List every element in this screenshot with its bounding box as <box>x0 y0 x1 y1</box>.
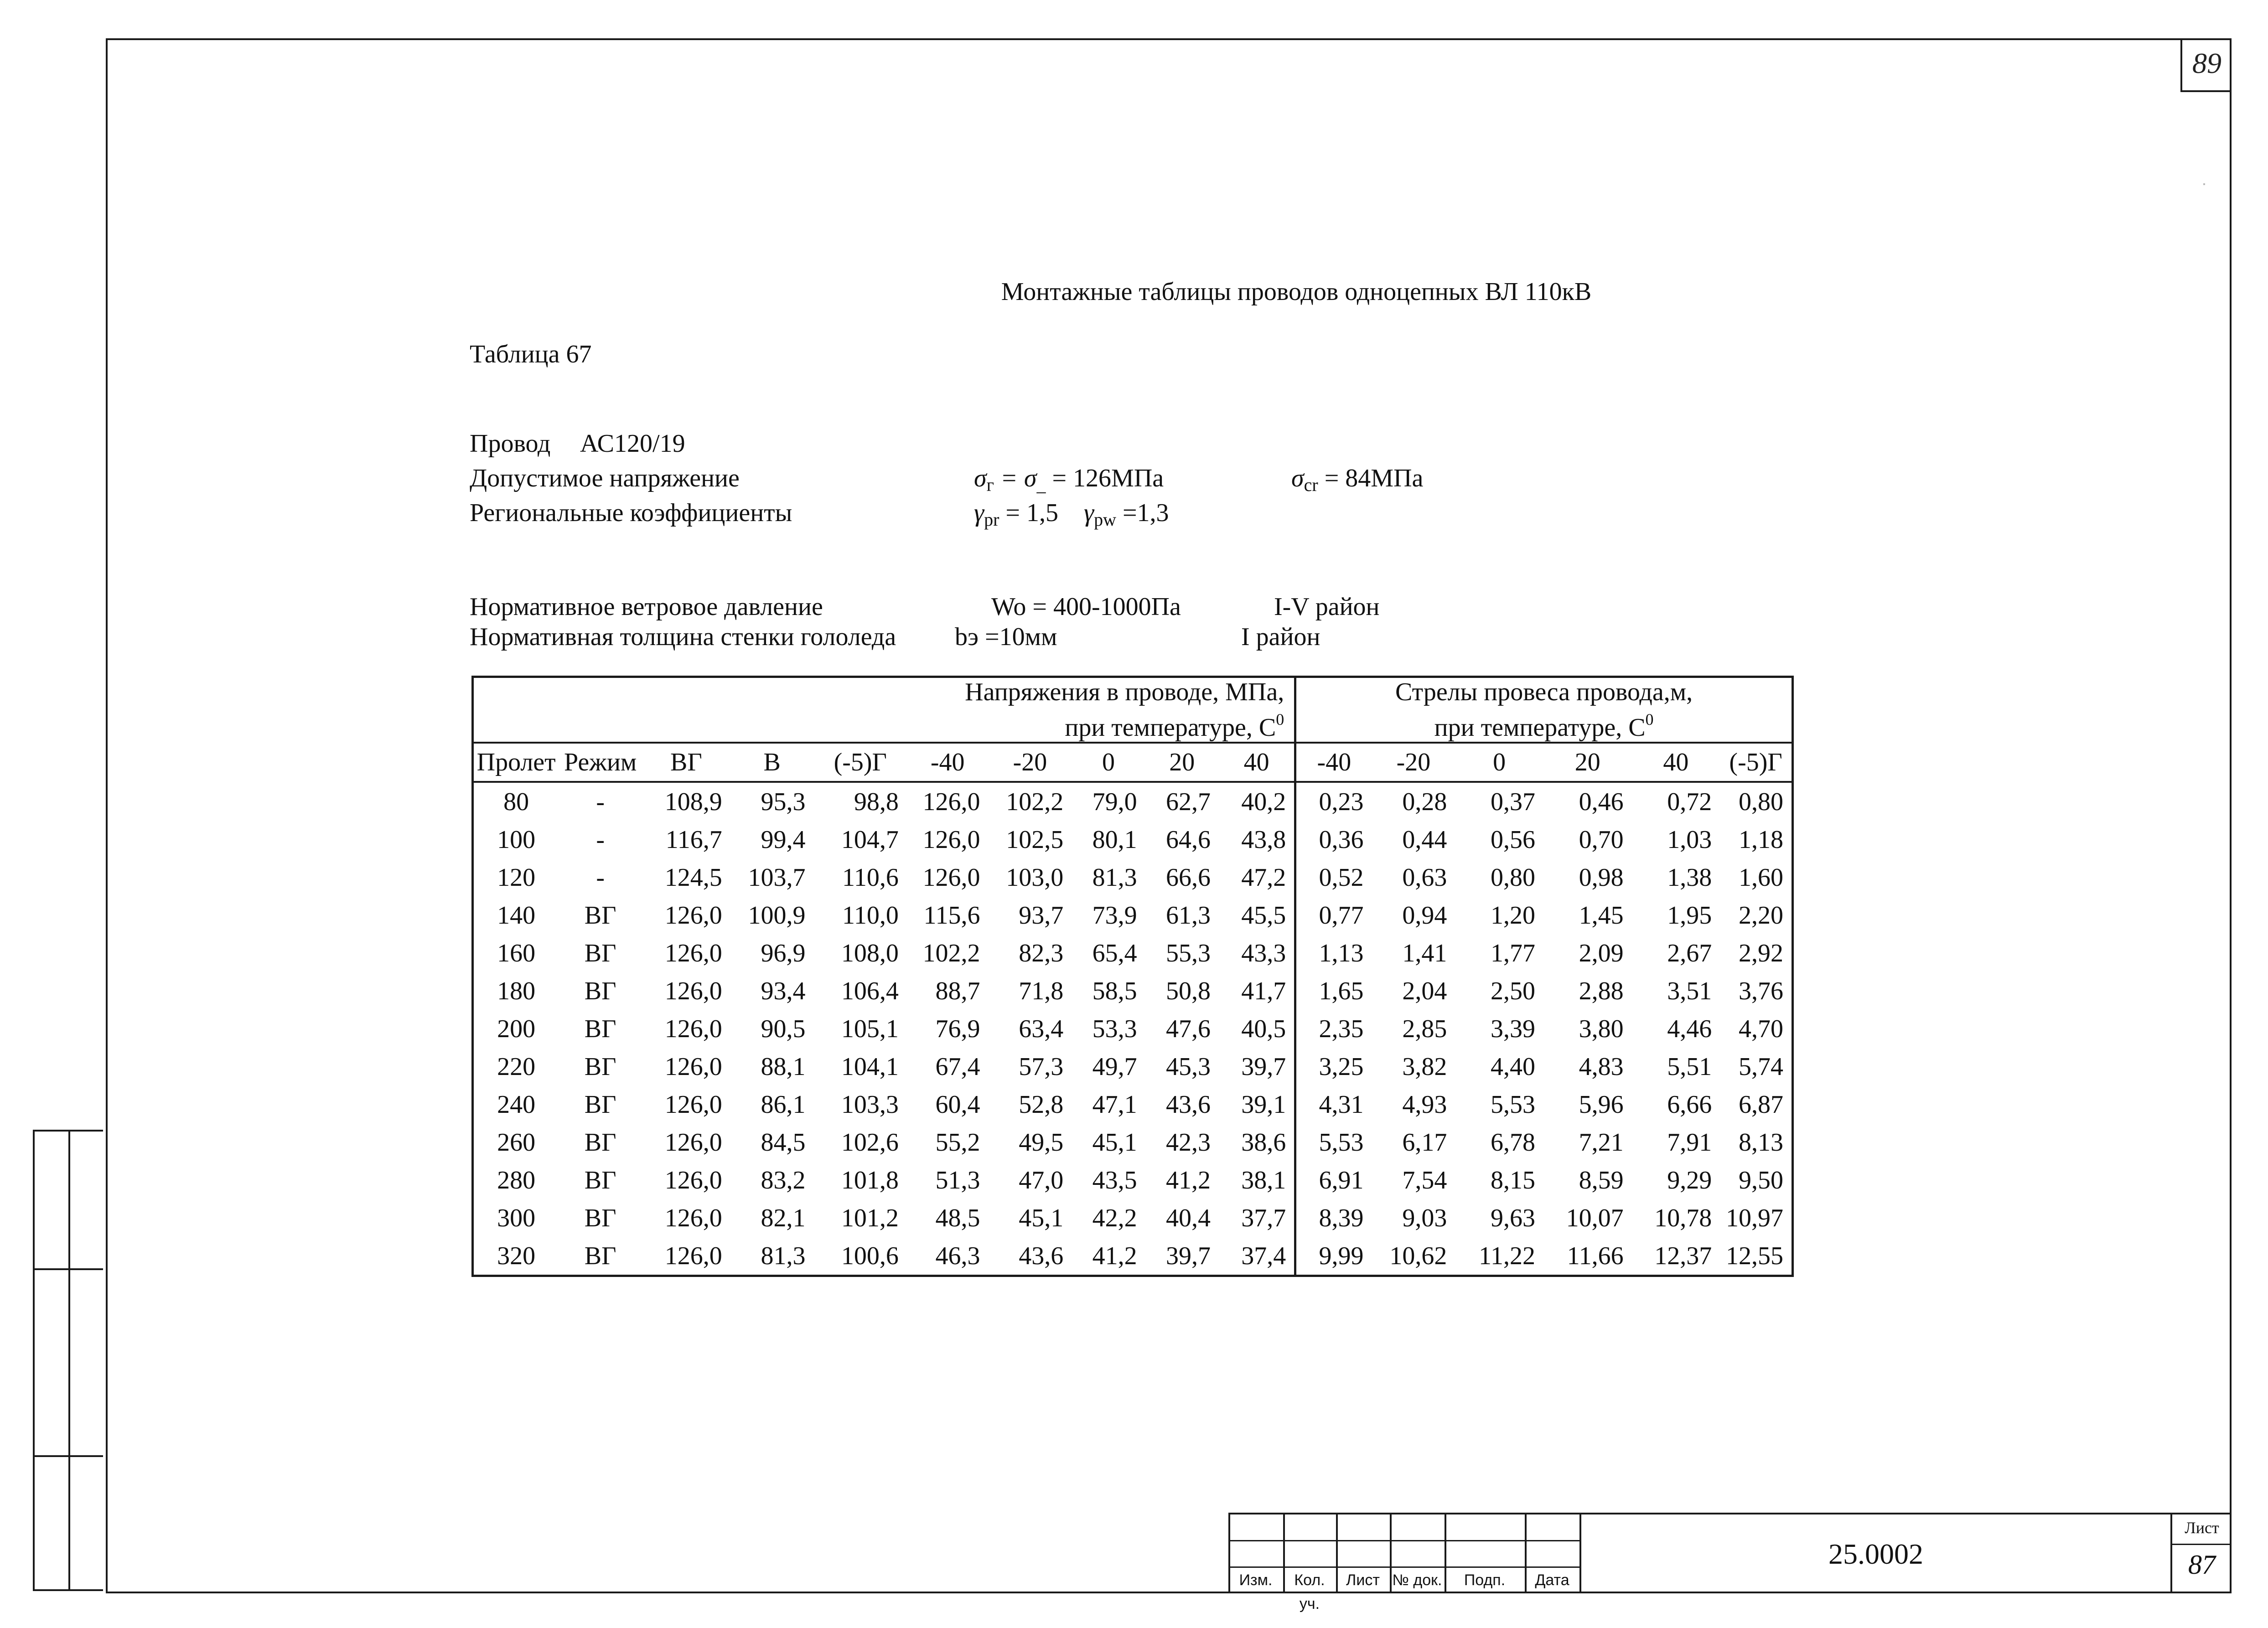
table-cell: 105,1 <box>841 1014 899 1043</box>
column-header: 40 <box>1632 743 1720 782</box>
table-cell: 38,6 <box>1241 1128 1286 1157</box>
table-cell: 96,9 <box>761 939 806 967</box>
table-cell: 37,4 <box>1241 1241 1286 1270</box>
column-header: (-5)Г <box>1720 743 1792 782</box>
table-cell: 37,7 <box>1241 1204 1286 1232</box>
table-cell: 80 <box>503 787 529 816</box>
table-cell: 58,5 <box>1092 977 1137 1005</box>
table-cell: 0,56 <box>1490 825 1535 854</box>
table-cell: 320 <box>497 1241 536 1270</box>
table-cell: 45,5 <box>1241 901 1286 930</box>
table-cell: 108,0 <box>841 939 899 967</box>
sag-group-line1: Стрелы провеса провода,м, <box>1395 678 1693 706</box>
table-cell: 102,6 <box>841 1128 899 1157</box>
table-cell: 47,1 <box>1092 1090 1137 1119</box>
table-cell: 0,44 <box>1402 825 1447 854</box>
table-cell: 103,0 <box>1006 863 1064 892</box>
installation-table <box>471 676 1794 1277</box>
table-cell: 160 <box>497 939 536 967</box>
table-row <box>473 1048 1793 1085</box>
allowable-stress-label: Допустимое напряжение <box>470 464 740 492</box>
column-header: В <box>730 743 814 782</box>
stress-group-line1: Напряжения в проводе, МПа, <box>965 678 1284 706</box>
table-cell: 1,20 <box>1490 901 1535 930</box>
table-cell: 86,1 <box>761 1090 806 1119</box>
table-cell: 4,31 <box>1295 1085 1372 1123</box>
table-cell: 1,13 <box>1295 934 1372 972</box>
table-cell: 1,03 <box>1667 825 1712 854</box>
table-cell: 43,3 <box>1241 939 1286 967</box>
table-row <box>473 972 1793 1010</box>
table-cell: 41,2 <box>1092 1241 1137 1270</box>
table-cell: 3,80 <box>1579 1014 1624 1043</box>
table-row <box>473 934 1793 972</box>
table-cell: 3,51 <box>1667 977 1712 1005</box>
column-header: 40 <box>1219 743 1295 782</box>
table-cell: 4,70 <box>1739 1014 1783 1043</box>
side-stamp-divider <box>68 1132 70 1589</box>
table-cell: 9,03 <box>1402 1204 1447 1232</box>
table-cell: 2,09 <box>1579 939 1624 967</box>
regional-coefficients-formula: $\gamma_{pr} = 1,5$ $\gamma_{pw} =1,3$ <box>974 499 1169 530</box>
table-cell: 61,3 <box>1165 901 1211 930</box>
table-cell: 6,87 <box>1739 1090 1783 1119</box>
table-cell: 40,5 <box>1241 1014 1286 1043</box>
column-header: -20 <box>1372 743 1455 782</box>
table-cell: 126,0 <box>664 901 722 930</box>
table-cell: - <box>596 863 605 892</box>
table-cell: 103,3 <box>841 1090 899 1119</box>
page-heading: Монтажные таблицы проводов одноцепных ВЛ 110кВ <box>1001 278 1592 306</box>
table-cell: 126,0 <box>922 863 980 892</box>
table-cell: 0,98 <box>1579 863 1624 892</box>
column-header: 0 <box>1455 743 1543 782</box>
table-cell: 5,74 <box>1739 1052 1783 1081</box>
table-cell: 90,5 <box>761 1014 806 1043</box>
table-cell: 200 <box>497 1014 536 1043</box>
table-cell: 50,8 <box>1165 977 1211 1005</box>
table-row <box>473 1010 1793 1048</box>
table-cell: 93,4 <box>761 977 806 1005</box>
table-cell: 126,0 <box>664 939 722 967</box>
table-cell: 280 <box>497 1166 536 1194</box>
table-cell: 103,7 <box>748 863 806 892</box>
table-cell: 5,53 <box>1490 1090 1535 1119</box>
table-cell: 66,6 <box>1165 863 1211 892</box>
table-cell: 64,6 <box>1165 825 1211 854</box>
column-header: 20 <box>1543 743 1632 782</box>
table-cell: 126,0 <box>664 977 722 1005</box>
regional-coefficients-label: Региональные коэффициенты <box>470 499 792 527</box>
table-cell: 9,29 <box>1667 1166 1712 1194</box>
column-header: (-5)Г <box>814 743 907 782</box>
column-header: Пролет <box>473 743 559 782</box>
table-cell: 40,2 <box>1241 787 1286 816</box>
table-cell: 45,1 <box>1092 1128 1137 1157</box>
table-cell: 8,39 <box>1295 1199 1372 1237</box>
table-cell: 55,2 <box>935 1128 980 1157</box>
table-cell: 39,7 <box>1241 1052 1286 1081</box>
table-cell: 76,9 <box>935 1014 980 1043</box>
table-cell: 2,67 <box>1667 939 1712 967</box>
title-block <box>1228 1513 2232 1612</box>
table-cell: 53,3 <box>1092 1014 1137 1043</box>
table-cell: 104,1 <box>841 1052 899 1081</box>
side-stamp <box>33 1130 103 1591</box>
table-cell: - <box>596 825 605 854</box>
table-cell: 10,97 <box>1726 1204 1783 1232</box>
table-cell: 100,6 <box>841 1241 899 1270</box>
wind-pressure-value: Wo = 400-1000Па <box>991 593 1181 621</box>
table-cell: 3,76 <box>1739 977 1783 1005</box>
revision-grid-line <box>1228 1540 1579 1541</box>
table-cell: 0,70 <box>1579 825 1624 854</box>
table-cell: 2,92 <box>1739 939 1783 967</box>
table-row <box>473 782 1793 821</box>
table-cell: 9,99 <box>1295 1237 1372 1276</box>
table-cell: 41,2 <box>1165 1166 1211 1194</box>
table-row <box>473 896 1793 934</box>
table-cell: 100 <box>497 825 536 854</box>
table-cell: 2,85 <box>1402 1014 1447 1043</box>
column-header: 0 <box>1072 743 1145 782</box>
table-cell: 98,8 <box>854 787 899 816</box>
wind-pressure-label: Нормативное ветровое давление <box>470 593 823 621</box>
table-cell: 57,3 <box>1019 1052 1064 1081</box>
table-cell: 4,40 <box>1490 1052 1535 1081</box>
revision-label-count: Кол. уч. <box>1294 1571 1325 1612</box>
table-cell: 7,91 <box>1667 1128 1712 1157</box>
column-header: -20 <box>988 743 1072 782</box>
table-body <box>473 782 1793 1276</box>
table-cell: 2,20 <box>1739 901 1783 930</box>
stress-group-line2: при температуре, С <box>1065 713 1276 742</box>
table-cell: 1,95 <box>1667 901 1712 930</box>
table-cell: 106,4 <box>841 977 899 1005</box>
table-cell: 0,63 <box>1402 863 1447 892</box>
table-cell: 7,21 <box>1579 1128 1624 1157</box>
table-cell: ВГ <box>584 1204 616 1232</box>
table-cell: 3,39 <box>1490 1014 1535 1043</box>
allowable-stress-formula: $\sigma_г = \sigma_{\_} = 126МПа$ <box>974 464 1164 495</box>
table-cell: 108,9 <box>664 787 722 816</box>
table-cell: 99,4 <box>761 825 806 854</box>
table-cell: 100,9 <box>748 901 806 930</box>
table-cell: 5,96 <box>1579 1090 1624 1119</box>
table-row <box>473 1199 1793 1237</box>
table-cell: 82,3 <box>1019 939 1064 967</box>
revision-label-date: Дата <box>1535 1571 1569 1589</box>
table-cell: 126,0 <box>664 1090 722 1119</box>
column-header: ВГ <box>642 743 730 782</box>
table-cell: 63,4 <box>1019 1014 1064 1043</box>
table-cell: 38,1 <box>1241 1166 1286 1194</box>
table-cell: 6,91 <box>1295 1161 1372 1199</box>
table-cell: 88,1 <box>761 1052 806 1081</box>
table-cell: 93,7 <box>1019 901 1064 930</box>
table-cell: 126,0 <box>922 825 980 854</box>
table-cell: - <box>596 787 605 816</box>
corner-page-number: 89 <box>2180 38 2232 92</box>
table-cell: 1,65 <box>1295 972 1372 1010</box>
table-cell: 88,7 <box>935 977 980 1005</box>
table-cell: 180 <box>497 977 536 1005</box>
table-cell: 110,6 <box>842 863 899 892</box>
table-cell: 8,13 <box>1739 1128 1783 1157</box>
table-cell: 48,5 <box>935 1204 980 1232</box>
revision-label-signature: Подп. <box>1464 1571 1506 1589</box>
table-cell: 60,4 <box>935 1090 980 1119</box>
table-cell: 1,18 <box>1739 825 1783 854</box>
sigma-cr-formula: $\sigma_{cr} = 84МПа$ <box>1291 464 1424 495</box>
table-cell: 124,5 <box>664 863 722 892</box>
sag-group-line2: при температуре, С <box>1434 713 1646 742</box>
table-cell: ВГ <box>584 977 616 1005</box>
table-cell: 8,59 <box>1579 1166 1624 1194</box>
table-cell: 126,0 <box>664 1014 722 1043</box>
table-cell: 140 <box>497 901 536 930</box>
table-cell: 120 <box>497 863 536 892</box>
table-cell: 6,66 <box>1667 1090 1712 1119</box>
table-cell: 71,8 <box>1019 977 1064 1005</box>
table-cell: 300 <box>497 1204 536 1232</box>
table-cell: 0,77 <box>1295 896 1372 934</box>
table-cell: 9,63 <box>1490 1204 1535 1232</box>
column-header: Режим <box>559 743 642 782</box>
table-cell: 126,0 <box>664 1204 722 1232</box>
table-cell: 10,62 <box>1389 1241 1447 1270</box>
table-cell: 5,53 <box>1295 1123 1372 1161</box>
table-cell: 9,50 <box>1739 1166 1783 1194</box>
table-cell: 1,60 <box>1739 863 1783 892</box>
ice-region: I район <box>1241 623 1320 651</box>
table-cell: 0,94 <box>1402 901 1447 930</box>
table-cell: 126,0 <box>664 1166 722 1194</box>
table-cell: 0,28 <box>1402 787 1447 816</box>
table-cell: 104,7 <box>841 825 899 854</box>
table-cell: 0,23 <box>1295 782 1372 821</box>
table-cell: 10,07 <box>1566 1204 1624 1232</box>
table-cell: 2,88 <box>1579 977 1624 1005</box>
sag-group-degree: 0 <box>1645 710 1654 729</box>
table-row <box>473 821 1793 858</box>
table-cell: 102,2 <box>1006 787 1064 816</box>
table-cell: 11,22 <box>1479 1241 1535 1270</box>
sag-group-header <box>1295 677 1793 743</box>
table-cell: 82,1 <box>761 1204 806 1232</box>
table-cell: 2,50 <box>1490 977 1535 1005</box>
table-cell: 1,45 <box>1579 901 1624 930</box>
table-cell: 67,4 <box>935 1052 980 1081</box>
scan-speck <box>2203 183 2205 185</box>
table-cell: 260 <box>497 1128 536 1157</box>
table-cell: 1,41 <box>1402 939 1447 967</box>
table-cell: 73,9 <box>1092 901 1137 930</box>
table-cell: 43,5 <box>1092 1166 1137 1194</box>
table-cell: 95,3 <box>761 787 806 816</box>
table-cell: 79,0 <box>1092 787 1137 816</box>
table-cell: 7,54 <box>1402 1166 1447 1194</box>
sheet-label: Лист <box>2185 1519 2219 1537</box>
table-cell: 12,37 <box>1654 1241 1712 1270</box>
table-cell: 3,82 <box>1402 1052 1447 1081</box>
table-cell: 0,52 <box>1295 858 1372 896</box>
table-cell: 39,7 <box>1165 1241 1211 1270</box>
table-group-header-row <box>473 677 1793 743</box>
table-cell: 10,78 <box>1654 1204 1712 1232</box>
revision-label-sheet: Лист <box>1346 1571 1380 1589</box>
table-cell: ВГ <box>584 1014 616 1043</box>
table-cell: 0,80 <box>1490 863 1535 892</box>
table-cell: 51,3 <box>935 1166 980 1194</box>
table-cell: 12,55 <box>1726 1241 1783 1270</box>
table-cell: 116,7 <box>665 825 722 854</box>
table-cell: 41,7 <box>1241 977 1286 1005</box>
table-cell: 4,83 <box>1579 1052 1624 1081</box>
table-cell: 0,72 <box>1667 787 1712 816</box>
table-cell: 47,2 <box>1241 863 1286 892</box>
table-cell: 4,93 <box>1402 1090 1447 1119</box>
table-cell: 102,5 <box>1006 825 1064 854</box>
table-cell: 240 <box>497 1090 536 1119</box>
table-cell: 55,3 <box>1165 939 1211 967</box>
table-cell: ВГ <box>584 1128 616 1157</box>
revision-label-change: Изм. <box>1239 1571 1273 1589</box>
column-header: 20 <box>1145 743 1219 782</box>
table-cell: 40,4 <box>1165 1204 1211 1232</box>
table-cell: 4,46 <box>1667 1014 1712 1043</box>
table-cell: 102,2 <box>922 939 980 967</box>
table-cell: 83,2 <box>761 1166 806 1194</box>
table-cell: 6,78 <box>1490 1128 1535 1157</box>
table-cell: 62,7 <box>1165 787 1211 816</box>
wire-value: АС120/19 <box>580 429 685 458</box>
table-cell: 126,0 <box>664 1128 722 1157</box>
table-cell: 43,6 <box>1019 1241 1064 1270</box>
table-cell: 45,3 <box>1165 1052 1211 1081</box>
revision-grid <box>1228 1514 1579 1612</box>
table-cell: 126,0 <box>664 1052 722 1081</box>
table-cell: 47,0 <box>1019 1166 1064 1194</box>
sheet-cell <box>2170 1514 2233 1593</box>
table-cell: 2,35 <box>1295 1010 1372 1048</box>
revision-label-doc: № док. <box>1392 1571 1442 1589</box>
table-cell: 0,46 <box>1579 787 1624 816</box>
table-cell: 81,3 <box>1092 863 1137 892</box>
table-row <box>473 1123 1793 1161</box>
table-row <box>473 858 1793 896</box>
table-cell: 43,6 <box>1165 1090 1211 1119</box>
table-cell: 39,1 <box>1241 1090 1286 1119</box>
table-cell: 1,38 <box>1667 863 1712 892</box>
table-row <box>473 1161 1793 1199</box>
table-cell: ВГ <box>584 1241 616 1270</box>
stress-group-header <box>473 677 1295 743</box>
wire-label: Провод <box>470 429 551 458</box>
table-cell: 6,17 <box>1402 1128 1447 1157</box>
column-header: -40 <box>1295 743 1372 782</box>
table-cell: 45,1 <box>1019 1204 1064 1232</box>
sheet-cell-line <box>2172 1544 2232 1545</box>
wind-region: I-V район <box>1274 593 1380 621</box>
table-cell: ВГ <box>584 901 616 930</box>
table-cell: 115,6 <box>923 901 980 930</box>
table-cell: 8,15 <box>1490 1166 1535 1194</box>
side-stamp-row-line <box>35 1268 103 1270</box>
table-cell: 84,5 <box>761 1128 806 1157</box>
table-column-header-row <box>473 743 1793 782</box>
table-cell: 52,8 <box>1019 1090 1064 1119</box>
table-cell: 5,51 <box>1667 1052 1712 1081</box>
table-cell: ВГ <box>584 1052 616 1081</box>
stress-group-degree: 0 <box>1276 710 1284 729</box>
document-number: 25.0002 <box>1828 1538 1923 1570</box>
table-cell: 46,3 <box>935 1241 980 1270</box>
table-cell: 0,36 <box>1295 821 1372 858</box>
ice-thickness-label: Нормативная толщина стенки гололеда <box>470 623 896 651</box>
title-block-divider <box>1579 1514 1581 1593</box>
table-cell: 47,6 <box>1165 1014 1211 1043</box>
table-cell: 11,66 <box>1567 1241 1624 1270</box>
table-cell: 49,7 <box>1092 1052 1137 1081</box>
table-cell: 43,8 <box>1241 825 1286 854</box>
table-cell: 0,80 <box>1739 787 1783 816</box>
table-cell: ВГ <box>584 1166 616 1194</box>
table-cell: 42,2 <box>1092 1204 1137 1232</box>
table-cell: 80,1 <box>1092 825 1137 854</box>
table-cell: 101,8 <box>841 1166 899 1194</box>
table-cell: 110,0 <box>842 901 899 930</box>
table-cell: 2,04 <box>1402 977 1447 1005</box>
column-header: -40 <box>907 743 989 782</box>
table-row <box>473 1085 1793 1123</box>
sheet-number: 87 <box>2188 1550 2216 1580</box>
table-cell: 1,77 <box>1490 939 1535 967</box>
side-stamp-row-line <box>35 1455 103 1457</box>
table-cell: 220 <box>497 1052 536 1081</box>
revision-grid-line <box>1228 1566 1579 1568</box>
ice-thickness-value: bэ =10мм <box>955 623 1057 651</box>
table-cell: 126,0 <box>922 787 980 816</box>
table-cell: 65,4 <box>1092 939 1137 967</box>
table-cell: 49,5 <box>1019 1128 1064 1157</box>
table-label: Таблица 67 <box>470 340 592 368</box>
table-cell: 42,3 <box>1165 1128 1211 1157</box>
table-cell: 126,0 <box>664 1241 722 1270</box>
table-cell: 101,2 <box>841 1204 899 1232</box>
table-cell: 0,37 <box>1490 787 1535 816</box>
table-cell: 81,3 <box>761 1241 806 1270</box>
table-cell: 3,25 <box>1295 1048 1372 1085</box>
table-cell: ВГ <box>584 939 616 967</box>
table-cell: ВГ <box>584 1090 616 1119</box>
table-row <box>473 1237 1793 1276</box>
